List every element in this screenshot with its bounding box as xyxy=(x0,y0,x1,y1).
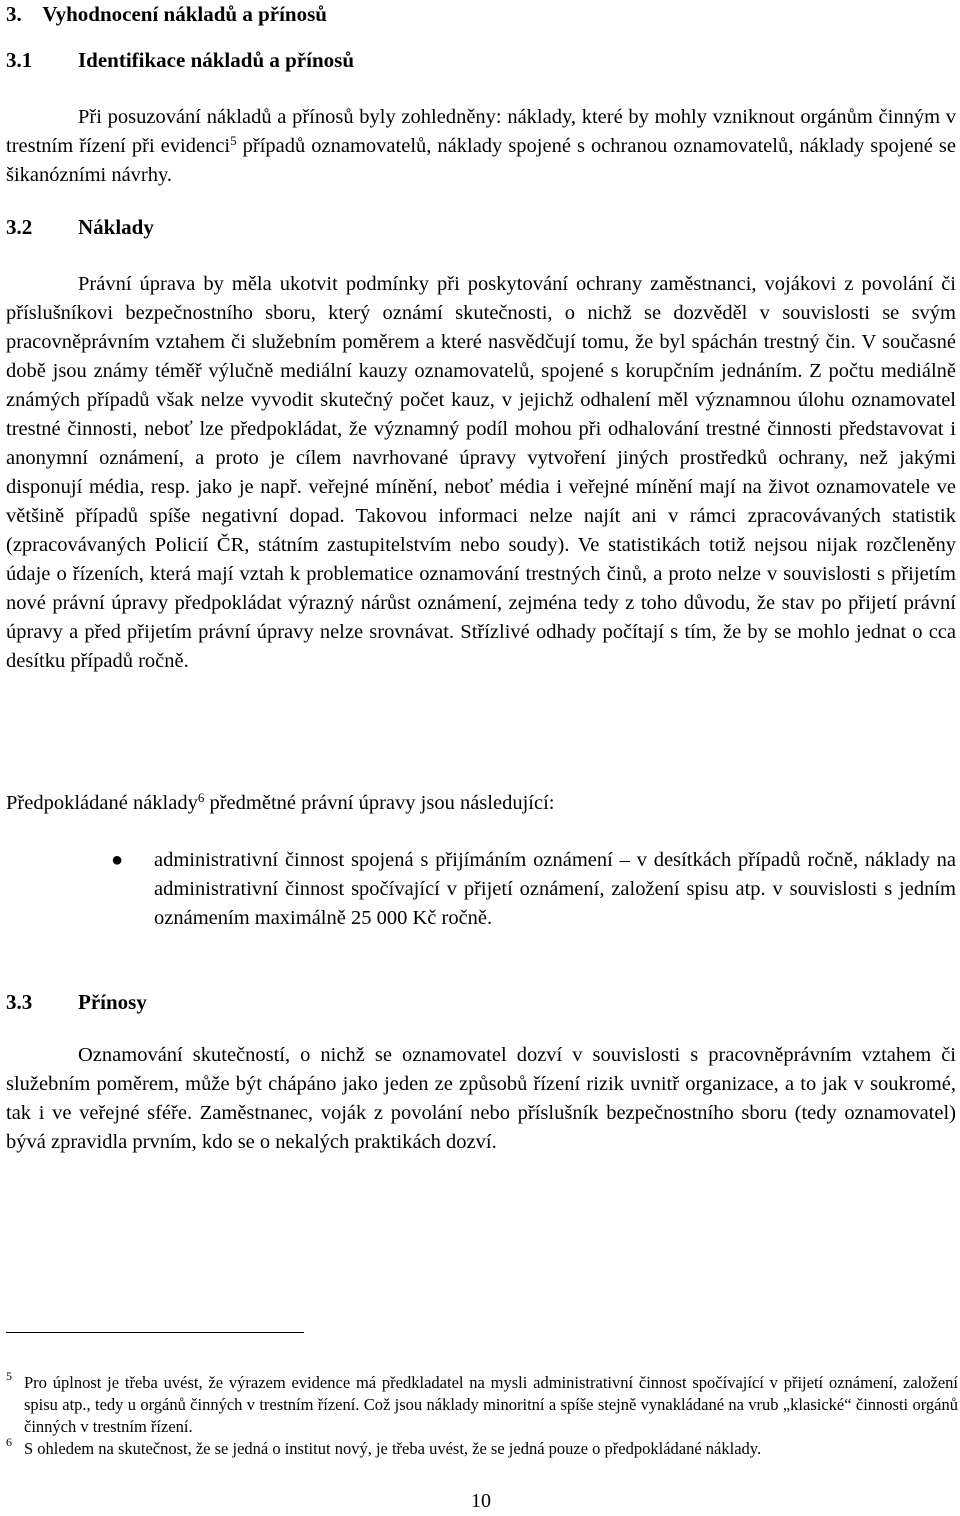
paragraph-identification xyxy=(6,103,956,190)
footnote-text: S ohledem na skutečnost, že se jedná o institut nový, je třeba uvést, že se jedná pouze o předpokládané náklady. xyxy=(24,1439,762,1458)
heading-section-3-1 xyxy=(6,46,354,74)
paragraph-costs xyxy=(6,270,956,676)
list-item xyxy=(6,846,956,933)
heading-section-3-2 xyxy=(6,213,154,241)
paragraph-text: případů oznamovatelů, náklady spojené s ochranou oznamovatelů, náklady spojené se šikanózními návrhy. xyxy=(6,135,956,186)
bullet-icon: ● xyxy=(111,849,124,871)
section-number: 3.2 xyxy=(6,215,33,239)
section-title: Identifikace nákladů a přínosů xyxy=(78,48,354,72)
paragraph-text: Při posuzování nákladů a přínosů byly zohledněny: náklady, které by mohly vzniknout orgánům činným v trestním řízení při evidenci xyxy=(6,106,956,157)
section-number: 3.1 xyxy=(6,48,33,72)
list-item-text: administrativní činnost spojená s přijímáním oznámení – v desítkách případů ročně, náklady na administrativní činnost spočívající v přijetí oznámení, založení spisu atp. v souvislosti s jedním oznámením maximálně 25 000 Kč ročně. xyxy=(154,849,956,929)
footnote-text: Pro úplnost je třeba uvést, že výrazem evidence má předkladatel na mysli administrativní činnost spočívající v přijetí oznámení, založení spisu atp., tedy u orgánů činných v trestním řízení. Což jsou náklady minoritní a spíše stejně vynakládané na vrub „klasické“ činnosti orgánů činných v trestním řízení. xyxy=(24,1373,958,1436)
paragraph-text: Předpokládané náklady xyxy=(6,792,198,814)
paragraph-expected-costs xyxy=(6,789,956,818)
paragraph-text: Právní úprava by měla ukotvit podmínky při poskytování ochrany zaměstnanci, vojákovi z povolání či příslušníkovi bezpečnostního sboru, který oznámí skutečnosti, o nichž se dozvěděl v souvislosti se svým pracovněprávním vztahem či služebním poměrem a které nasvědčují tomu, že byl spáchán trestný čin. V současné době jsou známy téměř výlučně mediální kauzy oznamovatelů, spojené s korupčním jednáním. Z počtu mediálně známých případů však nelze vyvodit skutečný počet kauz, v jejichž odhalení měl významnou úlohu oznamovatel trestné činnosti, neboť lze předpokládat, že významný podíl mohou při odhalování trestné činnosti představovat i anonymní oznámení, a proto je cílem navrhované úpravy vytvoření jiných prostředků ochrany, než jakými disponují média, resp. jako je např. veřejné mínění, neboť média i veřejné mínění mají na život oznamovatele ve většině případů spíše negativní dopad. Takovou informaci nelze najít ani v rámci zpracovávaných statistik (zpracovávaných Policií ČR, státním zastupitelstvím nebo soudy). Ve statistikách totiž nejsou nijak rozčleněny údaje o řízeních, která mají vztah k problematice oznamování trestných činů, a proto nelze v souvislosti s přijetím nové právní úpravy předpokládat výrazný nárůst oznámení, zejména tedy z toho důvodu, že stav po přijetí právní úpravy a před přijetím právní úpravy nelze srovnávat. Střízlivé odhady počítají s tím, že by se mohlo jednat o cca desítku případů ročně. xyxy=(6,273,956,672)
cost-list xyxy=(6,846,956,933)
footnote-5 xyxy=(6,1369,958,1438)
footnote-mark: 6 xyxy=(6,1435,12,1449)
paragraph-text: Oznamování skutečností, o nichž se oznamovatel dozví v souvislosti s pracovněprávním vztahem či služebním poměrem, může být chápáno jako jeden ze způsobů řízení rizik uvnitř organizace, a to jak v soukromé, tak i ve veřejné sféře. Zaměstnanec, voják z povolání nebo příslušník bezpečnostního sboru (tedy oznamovatel) bývá zpravidla prvním, kdo se o nekalých praktikách dozví. xyxy=(6,1044,956,1153)
footnotes xyxy=(6,1369,958,1460)
paragraph-text: předmětné právní úpravy jsou následující: xyxy=(204,792,555,814)
footnote-6 xyxy=(6,1435,958,1460)
footnote-ref-6: 6 xyxy=(197,790,205,805)
section-title: Náklady xyxy=(78,215,154,239)
section-number: 3.3 xyxy=(6,990,33,1014)
section-title: Přínosy xyxy=(78,990,147,1014)
page-number: 10 xyxy=(471,1490,491,1512)
footnote-mark: 5 xyxy=(6,1369,12,1383)
footnote-separator xyxy=(6,1332,304,1333)
heading-section-3-3 xyxy=(6,988,147,1016)
paragraph-benefits xyxy=(6,1041,956,1157)
footnote-ref-5: 5 xyxy=(230,133,237,148)
heading-section-3: 3. Vyhodnocení nákladů a přínosů xyxy=(6,2,327,26)
